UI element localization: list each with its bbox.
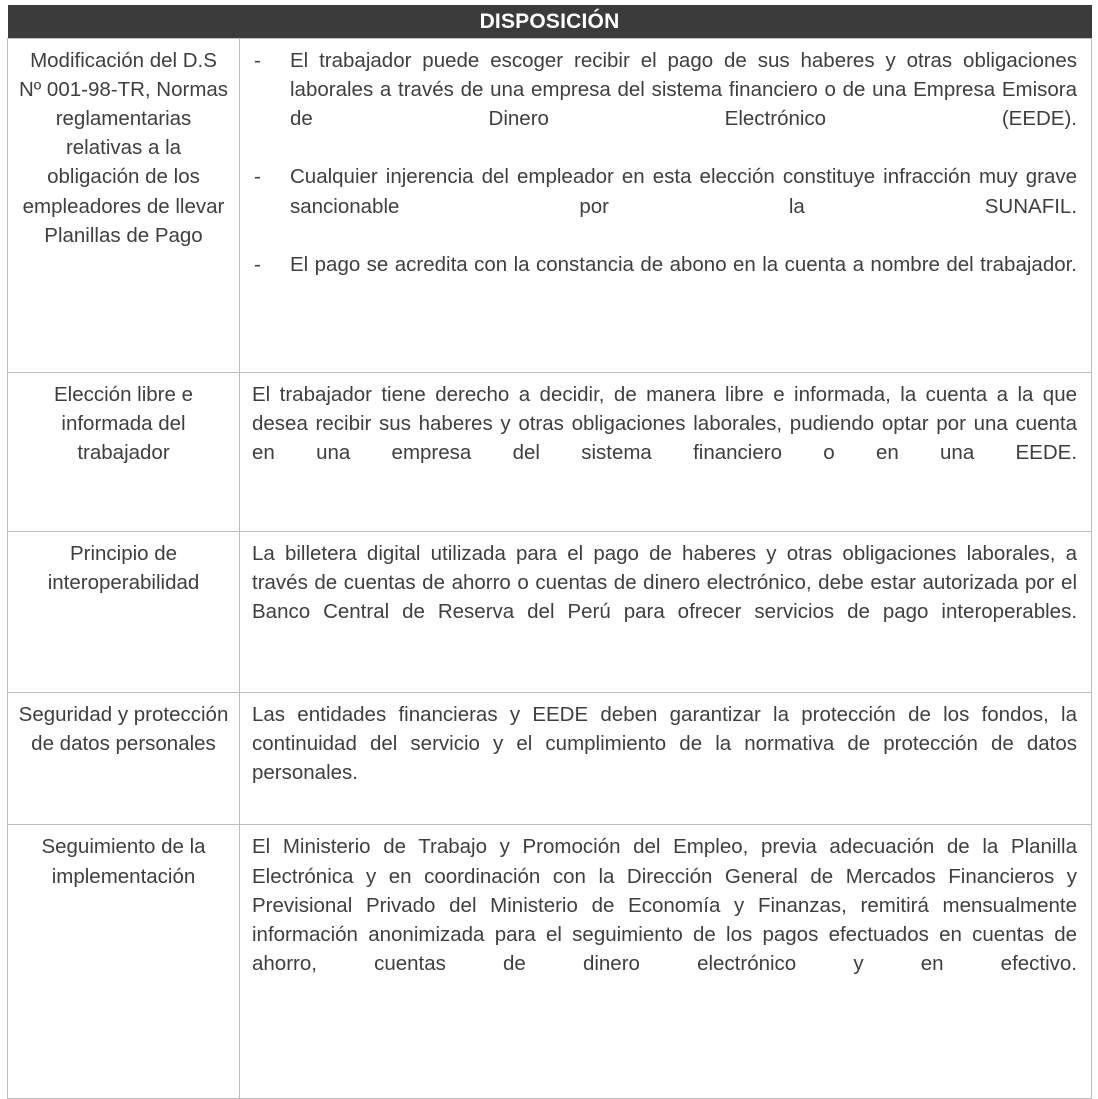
list-item [252,46,1077,162]
row-label-modificacion: Modificación del D.S Nº 001-98-TR, Normas reglamentarias relativas a la obligación de los empleadores de llevar Planillas de Pago [8,39,240,373]
table-row [8,825,1092,1099]
row-label-seguimiento: Seguimiento de la implementación [8,825,240,1099]
bullet-dash-icon: - [254,49,261,72]
row-content-eleccion [240,373,1092,532]
table-row [8,373,1092,532]
paragraph-text: El Ministerio de Trabajo y Promoción del Empleo, previa adecuación de la Planilla Electrónica y en coordinación con la Dirección General de Mercados Financieros y Previsional Privado del Ministerio de Economía y Finanzas, remitirá mensualmente información anonimizada para el seguimiento de los pagos efectuados en cuentas de ahorro, cuentas de dinero electrónico y en efectivo. [252,835,1078,975]
list-item [252,250,1077,308]
row-label-seguridad: Seguridad y protección de datos personales [8,693,240,825]
table-body [8,39,1092,1099]
list-item-text: Cualquier injerencia del empleador en esta elección constituye infracción muy grave sancionable por la SUNAFIL. [290,165,1078,218]
list-item-text: El pago se acredita con la constancia de abono en la cuenta a nombre del trabajador. [290,252,1078,276]
table-header-row [8,5,1092,39]
paragraph-text: El trabajador tiene derecho a decidir, de manera libre e informada, la cuenta a la que desea recibir sus haberes y otras obligaciones laborales, pudiendo optar por una cuenta en una empresa del sistema financiero o en una EEDE. [252,383,1078,465]
paragraph-text: Las entidades financieras y EEDE deben garantizar la protección de los fondos, la continuidad del servicio y el cumplimiento de la normativa de protección de datos personales. [252,703,1078,785]
row-content-seguimiento [240,825,1092,1099]
list-item [252,162,1077,249]
table-title: DISPOSICIÓN [8,5,1092,39]
paragraph-text: La billetera digital utilizada para el pago de haberes y otras obligaciones laborales, a través de cuentas de ahorro o cuentas de dinero electrónico, debe estar autorizada por el Banco Central de Reserva del Perú para ofrecer servicios de pago interoperables. [252,542,1078,624]
table-row [8,532,1092,693]
row-label-principio: Principio de interoperabilidad [8,532,240,693]
table-header [8,5,1092,39]
disposicion-table [7,5,1092,1099]
bullet-dash-icon: - [254,165,261,189]
table-row [8,39,1092,373]
bullet-list [252,46,1077,308]
list-item-text: El trabajador puede escoger recibir el pago de sus haberes y otras obligaciones laborales a través de una empresa del sistema financiero o de una Empresa Emisora de Dinero Electrónico (EEDE). [290,49,1078,131]
row-content-seguridad [240,693,1092,825]
table-row [8,693,1092,825]
row-content-modificacion [240,39,1092,373]
row-content-principio [240,532,1092,693]
bullet-dash-icon: - [254,252,261,276]
row-label-eleccion: Elección libre e informada del trabajador [8,373,240,532]
